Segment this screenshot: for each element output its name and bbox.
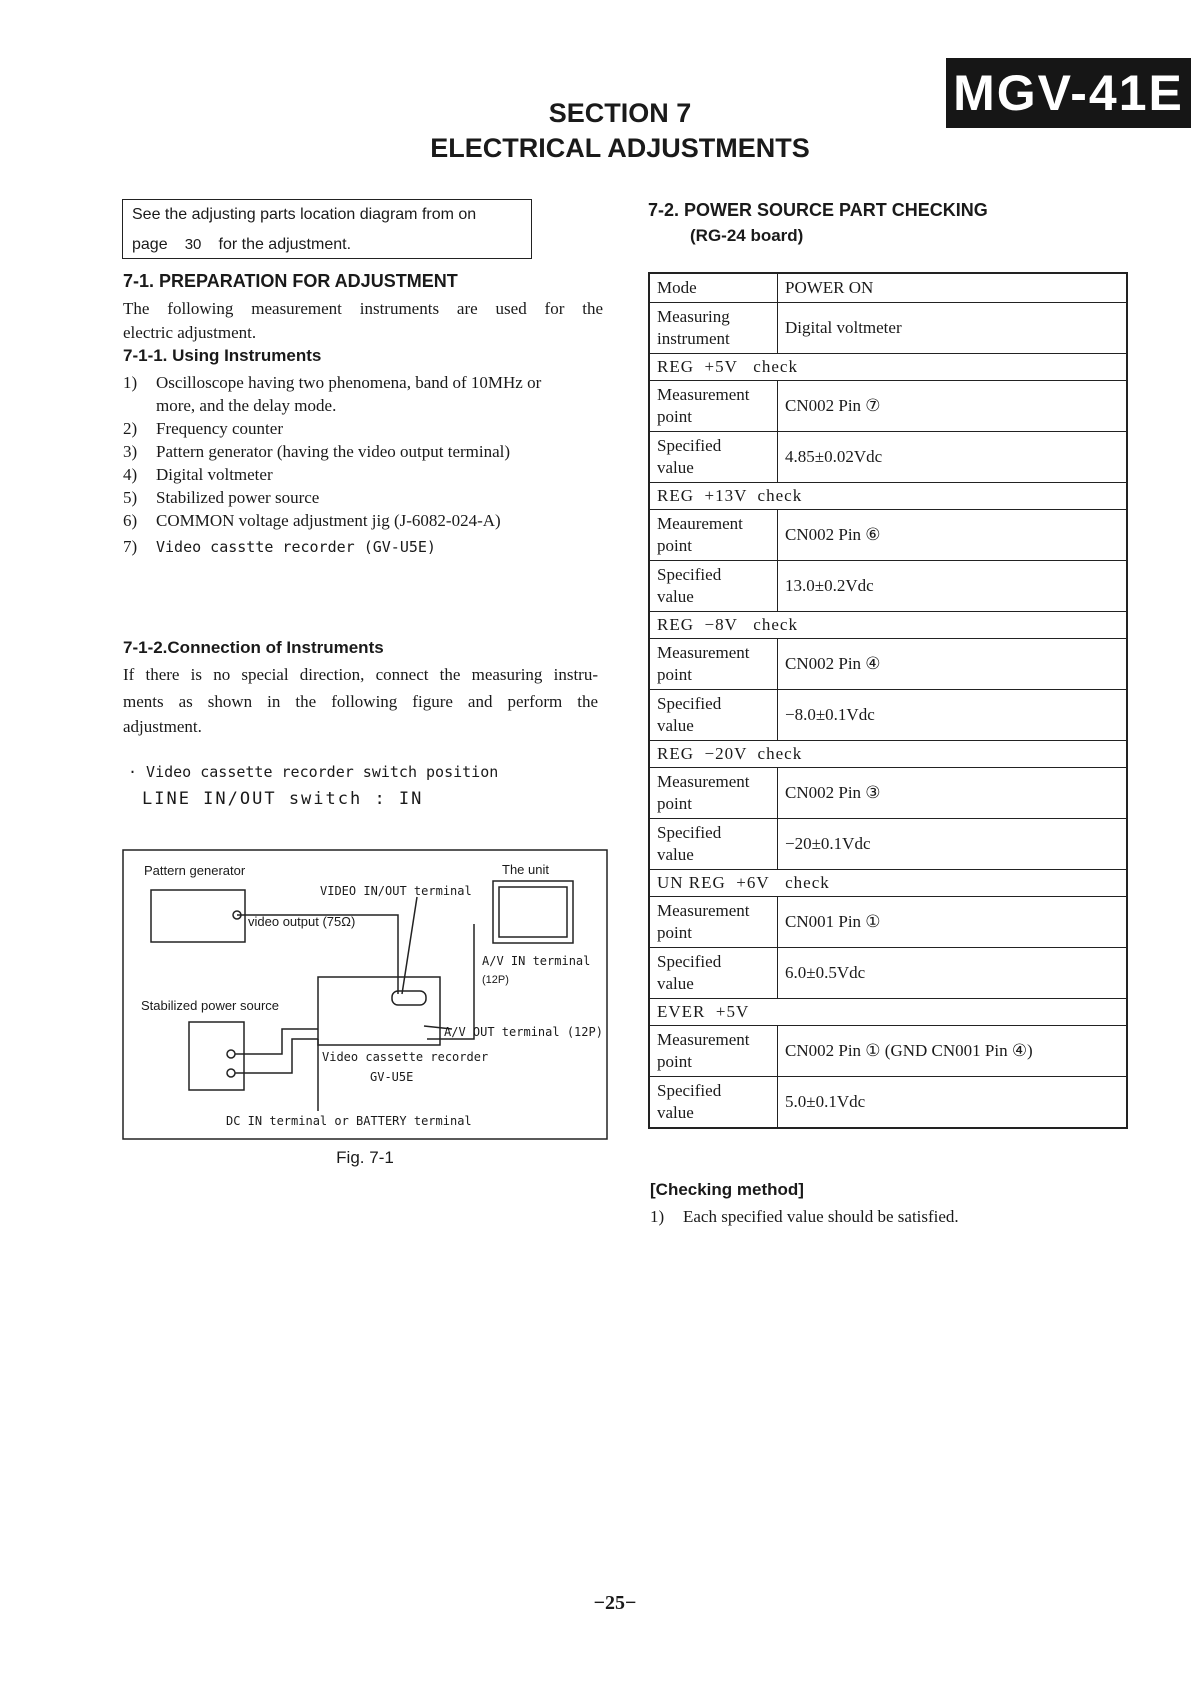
label-av-in: A/V IN terminal	[482, 954, 591, 968]
specified-value: 6.0±0.5Vdc	[778, 948, 1128, 999]
list-text: Pattern generator (having the video output terminal)	[156, 442, 511, 461]
point-value: CN001 Pin ①	[778, 897, 1128, 948]
note-line-1: See the adjusting parts location diagram from on	[132, 206, 477, 223]
power-cable-plus	[235, 1029, 318, 1054]
power-minus-terminal	[227, 1069, 235, 1077]
note-page-suffix: for the adjustment.	[218, 236, 352, 253]
note-page-ref: 30	[184, 236, 202, 253]
label-av-in-pins: (12P)	[482, 974, 509, 986]
table-row	[649, 510, 1127, 561]
checking-method-item	[650, 1205, 959, 1229]
note-box	[122, 199, 532, 259]
pattern-generator-box	[151, 890, 245, 942]
point-label: Measurement point	[649, 381, 778, 432]
list-text: Each specified value should be satisfied.	[683, 1207, 959, 1226]
vcr-note-line2: LINE IN/OUT switch : IN	[142, 789, 424, 809]
figure-caption: Fig. 7-1	[336, 1148, 394, 1167]
mode-value: POWER ON	[778, 273, 1128, 303]
list-number: 6)	[123, 511, 138, 530]
specified-value: −8.0±0.1Vdc	[778, 690, 1128, 741]
table-row	[649, 639, 1127, 690]
label-video-output: video output (75Ω)	[248, 914, 356, 929]
table-row	[649, 768, 1127, 819]
point-value: CN002 Pin ④	[778, 639, 1128, 690]
instruments-heading: 7-1-1. Using Instruments	[123, 346, 322, 365]
point-value: CN002 Pin ③	[778, 768, 1128, 819]
list-number: 5)	[123, 488, 138, 507]
prep-heading: 7-1. PREPARATION FOR ADJUSTMENT	[123, 271, 458, 291]
value-label: Specified value	[649, 819, 778, 870]
table-row	[649, 303, 1127, 354]
section-title	[380, 96, 860, 166]
vcr-connector	[392, 991, 426, 1005]
value-label: Specified value	[649, 432, 778, 483]
table-row	[649, 741, 1127, 768]
table-row	[649, 1077, 1127, 1129]
list-item	[123, 371, 608, 394]
table-row	[649, 999, 1127, 1026]
list-item	[123, 440, 608, 463]
power-heading: 7-2. POWER SOURCE PART CHECKING	[648, 200, 988, 220]
label-vcr-model: GV-U5E	[370, 1070, 414, 1084]
table-row	[649, 381, 1127, 432]
instrument-label: Measuring instrument	[649, 303, 778, 354]
list-number: 3)	[123, 442, 138, 461]
section-name: ELECTRICAL ADJUSTMENTS	[430, 133, 810, 163]
point-label: Measurement point	[649, 897, 778, 948]
point-value: CN002 Pin ⑥	[778, 510, 1128, 561]
list-text: Digital voltmeter	[156, 465, 273, 484]
value-label: Specified value	[649, 948, 778, 999]
group-title-unreg-6v: UN REG +6V check	[649, 870, 1127, 897]
list-number: 2)	[123, 419, 138, 438]
unit-screen	[499, 887, 567, 937]
specified-value: 13.0±0.2Vdc	[778, 561, 1128, 612]
list-item-continued: more, and the delay mode.	[156, 396, 337, 415]
label-av-out: A/V OUT terminal (12P)	[444, 1025, 603, 1039]
table-row	[649, 483, 1127, 510]
unit-box	[493, 881, 573, 943]
table-row	[649, 870, 1127, 897]
table-row	[649, 354, 1127, 381]
specified-value: −20±0.1Vdc	[778, 819, 1128, 870]
group-title-reg-minus-20v: REG −20V check	[649, 741, 1127, 768]
table-row	[649, 819, 1127, 870]
group-title-ever-5v: EVER +5V	[649, 999, 1127, 1026]
label-dc-in: DC IN terminal or BATTERY terminal	[226, 1114, 472, 1128]
specified-value: 5.0±0.1Vdc	[778, 1077, 1128, 1129]
av-in-cable	[427, 924, 474, 1039]
list-item	[123, 535, 608, 559]
group-title-reg-13v: REG +13V check	[649, 483, 1127, 510]
section-number: SECTION 7	[548, 98, 692, 128]
list-number: 7)	[123, 537, 138, 556]
group-title-reg-minus-8v: REG −8V check	[649, 612, 1127, 639]
table-row	[649, 948, 1127, 999]
list-item	[123, 486, 608, 509]
table-row	[649, 690, 1127, 741]
list-text: COMMON voltage adjustment jig (J-6082-024-A)	[156, 511, 501, 530]
mode-label: Mode	[649, 273, 778, 303]
video-in-out-pointer	[402, 897, 417, 994]
table-row	[649, 561, 1127, 612]
label-vcr-name: Video cassette recorder	[322, 1050, 489, 1064]
list-item	[123, 509, 608, 532]
table-row	[649, 273, 1127, 303]
point-label: Measurement point	[649, 639, 778, 690]
power-plus-terminal	[227, 1050, 235, 1058]
point-label: Measurement point	[649, 1026, 778, 1077]
list-text: Stabilized power source	[156, 488, 320, 507]
prep-intro-line1: The following measurement instruments are used for the	[123, 299, 603, 318]
note-line-2	[132, 230, 531, 260]
table-row	[649, 432, 1127, 483]
checking-method-heading: [Checking method]	[650, 1180, 804, 1199]
label-pattern-generator: Pattern generator	[144, 863, 246, 878]
value-label: Specified value	[649, 1077, 778, 1129]
page-number: −25−	[593, 1592, 637, 1614]
connection-diagram	[122, 849, 608, 1140]
power-source-box	[189, 1022, 244, 1090]
list-item	[123, 463, 608, 486]
label-stabilized-power: Stabilized power source	[141, 998, 280, 1013]
value-label: Specified value	[649, 690, 778, 741]
label-video-in-out: VIDEO IN/OUT terminal	[320, 884, 472, 898]
label-the-unit: The unit	[502, 862, 549, 877]
instrument-value: Digital voltmeter	[778, 303, 1128, 354]
list-item	[123, 417, 608, 440]
connection-line1: If there is no special direction, connect the measuring instru-	[123, 665, 598, 684]
vcr-box	[318, 977, 440, 1045]
point-value: CN002 Pin ⑦	[778, 381, 1128, 432]
list-number: 4)	[123, 465, 138, 484]
power-cable-minus	[235, 1039, 318, 1073]
instruments-list	[123, 371, 608, 559]
table-row	[649, 897, 1127, 948]
list-text: Video casstte recorder (GV-U5E)	[156, 538, 436, 556]
list-number: 1)	[650, 1207, 665, 1226]
list-text: Frequency counter	[156, 419, 283, 438]
point-label: Meaurement point	[649, 510, 778, 561]
list-number: 1)	[123, 373, 138, 392]
power-subheading: (RG-24 board)	[690, 226, 804, 245]
power-spec-table	[648, 272, 1128, 1129]
connection-heading: 7-1-2.Connection of Instruments	[123, 638, 384, 657]
specified-value: 4.85±0.02Vdc	[778, 432, 1128, 483]
point-label: Measurement point	[649, 768, 778, 819]
prep-intro-line2: electric adjustment.	[123, 323, 257, 342]
table-row	[649, 1026, 1127, 1077]
value-label: Specified value	[649, 561, 778, 612]
list-text: Oscilloscope having two phenomena, band of 10MHz or	[156, 373, 542, 392]
connection-line3: adjustment.	[123, 717, 202, 736]
vcr-note-line1: · Video cassette recorder switch position	[128, 763, 499, 781]
group-title-reg-5v: REG +5V check	[649, 354, 1127, 381]
table-row	[649, 612, 1127, 639]
note-page-prefix: page	[132, 236, 168, 253]
connection-line2: ments as shown in the following figure and perform the	[123, 692, 598, 711]
point-value: CN002 Pin ① (GND CN001 Pin ④)	[778, 1026, 1128, 1077]
model-badge: MGV-41E	[946, 58, 1191, 128]
